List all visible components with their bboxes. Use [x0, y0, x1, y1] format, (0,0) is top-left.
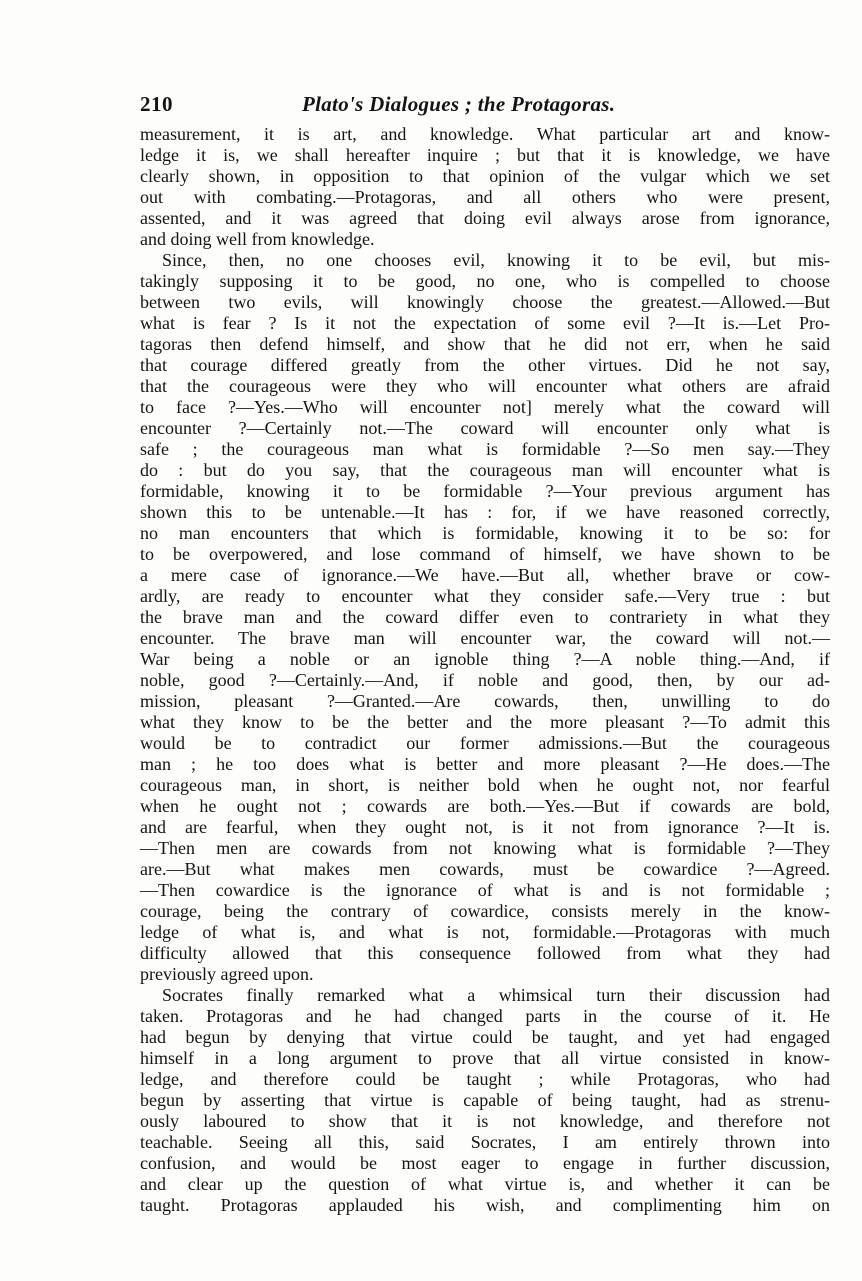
text-line: ledge it is, we shall hereafter inquire ; but that it is knowledge, we have: [140, 145, 830, 165]
text-line: —Then cowardice is the ignorance of what is and is not formidable ;: [140, 880, 830, 900]
text-line: when he ought not ; cowards are both.—Yes.—But if cowards are bold,: [140, 796, 830, 816]
text-line: to be overpowered, and lose command of himself, we have shown to be: [140, 544, 830, 564]
running-head: [140, 92, 830, 122]
text-line: noble, good ?—Certainly.—And, if noble and good, then, by our ad-: [140, 670, 830, 690]
text-line: ledge, and therefore could be taught ; while Protagoras, who had: [140, 1069, 830, 1089]
text-line: himself in a long argument to prove that all virtue consisted in know-: [140, 1048, 830, 1068]
text-line: encounter ?—Certainly not.—The coward will encounter only what is: [140, 418, 830, 438]
text-line: and clear up the question of what virtue is, and whether it can be: [140, 1174, 830, 1194]
text-line: mission, pleasant ?—Granted.—Are cowards, then, unwilling to do: [140, 691, 830, 711]
text-line: to face ?—Yes.—Who will encounter not] merely what the coward will: [140, 397, 830, 417]
text-line: Socrates finally remarked what a whimsical turn their discussion had: [162, 985, 830, 1005]
text-line: that courage differed greatly from the other virtues. Did he not say,: [140, 355, 830, 375]
text-line: formidable, knowing it to be formidable ?—Your previous argument has: [140, 481, 830, 501]
text-line: that the courageous were they who will encounter what others are afraid: [140, 376, 830, 396]
text-line: —Then men are cowards from not knowing what is formidable ?—They: [140, 838, 830, 858]
text-line: clearly shown, in opposition to that opinion of the vulgar which we set: [140, 166, 830, 186]
text-line: would be to contradict our former admissions.—But the courageous: [140, 733, 830, 753]
text-line: what is fear ? Is it not the expectation of some evil ?—It is.—Let Pro-: [140, 313, 830, 333]
text-line: taught. Protagoras applauded his wish, and complimenting him on: [140, 1195, 830, 1215]
text-line: Since, then, no one chooses evil, knowing it to be evil, but mis-: [162, 250, 830, 270]
text-line: ously laboured to show that it is not knowledge, and therefore not: [140, 1111, 830, 1131]
text-line: do : but do you say, that the courageous man will encounter what is: [140, 460, 830, 480]
page-number: 210: [140, 92, 173, 116]
text-line: takingly supposing it to be good, no one, who is compelled to choose: [140, 271, 830, 291]
text-line: and doing well from knowledge.: [140, 229, 375, 249]
text-line: courage, being the contrary of cowardice, consists merely in the know-: [140, 901, 830, 921]
text-line: shown this to be untenable.—It has : for, if we have reasoned correctly,: [140, 502, 830, 522]
text-line: the brave man and the coward differ even to contrariety in what they: [140, 607, 830, 627]
text-line: tagoras then defend himself, and show that he did not err, when he said: [140, 334, 830, 354]
text-line: teachable. Seeing all this, said Socrates, I am entirely thrown into: [140, 1132, 830, 1152]
body-text: [140, 124, 830, 1216]
text-line: ardly, are ready to encounter what they consider safe.—Very true : but: [140, 586, 830, 606]
text-line: between two evils, will knowingly choose the greatest.—Allowed.—But: [140, 292, 830, 312]
text-line: difficulty allowed that this consequence followed from what they had: [140, 943, 830, 963]
text-line: War being a noble or an ignoble thing ?—A noble thing.—And, if: [140, 649, 830, 669]
text-line: ledge of what is, and what is not, formidable.—Protagoras with much: [140, 922, 830, 942]
text-line: are.—But what makes men cowards, must be cowardice ?—Agreed.: [140, 859, 830, 879]
text-line: begun by asserting that virtue is capable of being taught, had as strenu-: [140, 1090, 830, 1110]
text-line: measurement, it is art, and knowledge. What particular art and know-: [140, 124, 830, 144]
text-line: man ; he too does what is better and more pleasant ?—He does.—The: [140, 754, 830, 774]
text-line: encounter. The brave man will encounter war, the coward will not.—: [140, 628, 830, 648]
text-line: out with combating.—Protagoras, and all others who were present,: [140, 187, 830, 207]
text-line: courageous man, in short, is neither bold when he ought not, nor fearful: [140, 775, 830, 795]
text-line: and are fearful, when they ought not, is it not from ignorance ?—It is.: [140, 817, 830, 837]
text-line: confusion, and would be most eager to engage in further discussion,: [140, 1153, 830, 1173]
text-line: assented, and it was agreed that doing evil always arose from ignorance,: [140, 208, 830, 228]
text-line: had begun by denying that virtue could be taught, and yet had engaged: [140, 1027, 830, 1047]
text-line: what they know to be the better and the more pleasant ?—To admit this: [140, 712, 830, 732]
text-line: taken. Protagoras and he had changed parts in the course of it. He: [140, 1006, 830, 1026]
running-title: Plato's Dialogues ; the Protagoras.: [302, 92, 616, 116]
text-line: no man encounters that which is formidable, knowing it to be so: for: [140, 523, 830, 543]
text-line: safe ; the courageous man what is formidable ?—So men say.—They: [140, 439, 830, 459]
text-line: a mere case of ignorance.—We have.—But all, whether brave or cow-: [140, 565, 830, 585]
text-line: previously agreed upon.: [140, 964, 314, 984]
